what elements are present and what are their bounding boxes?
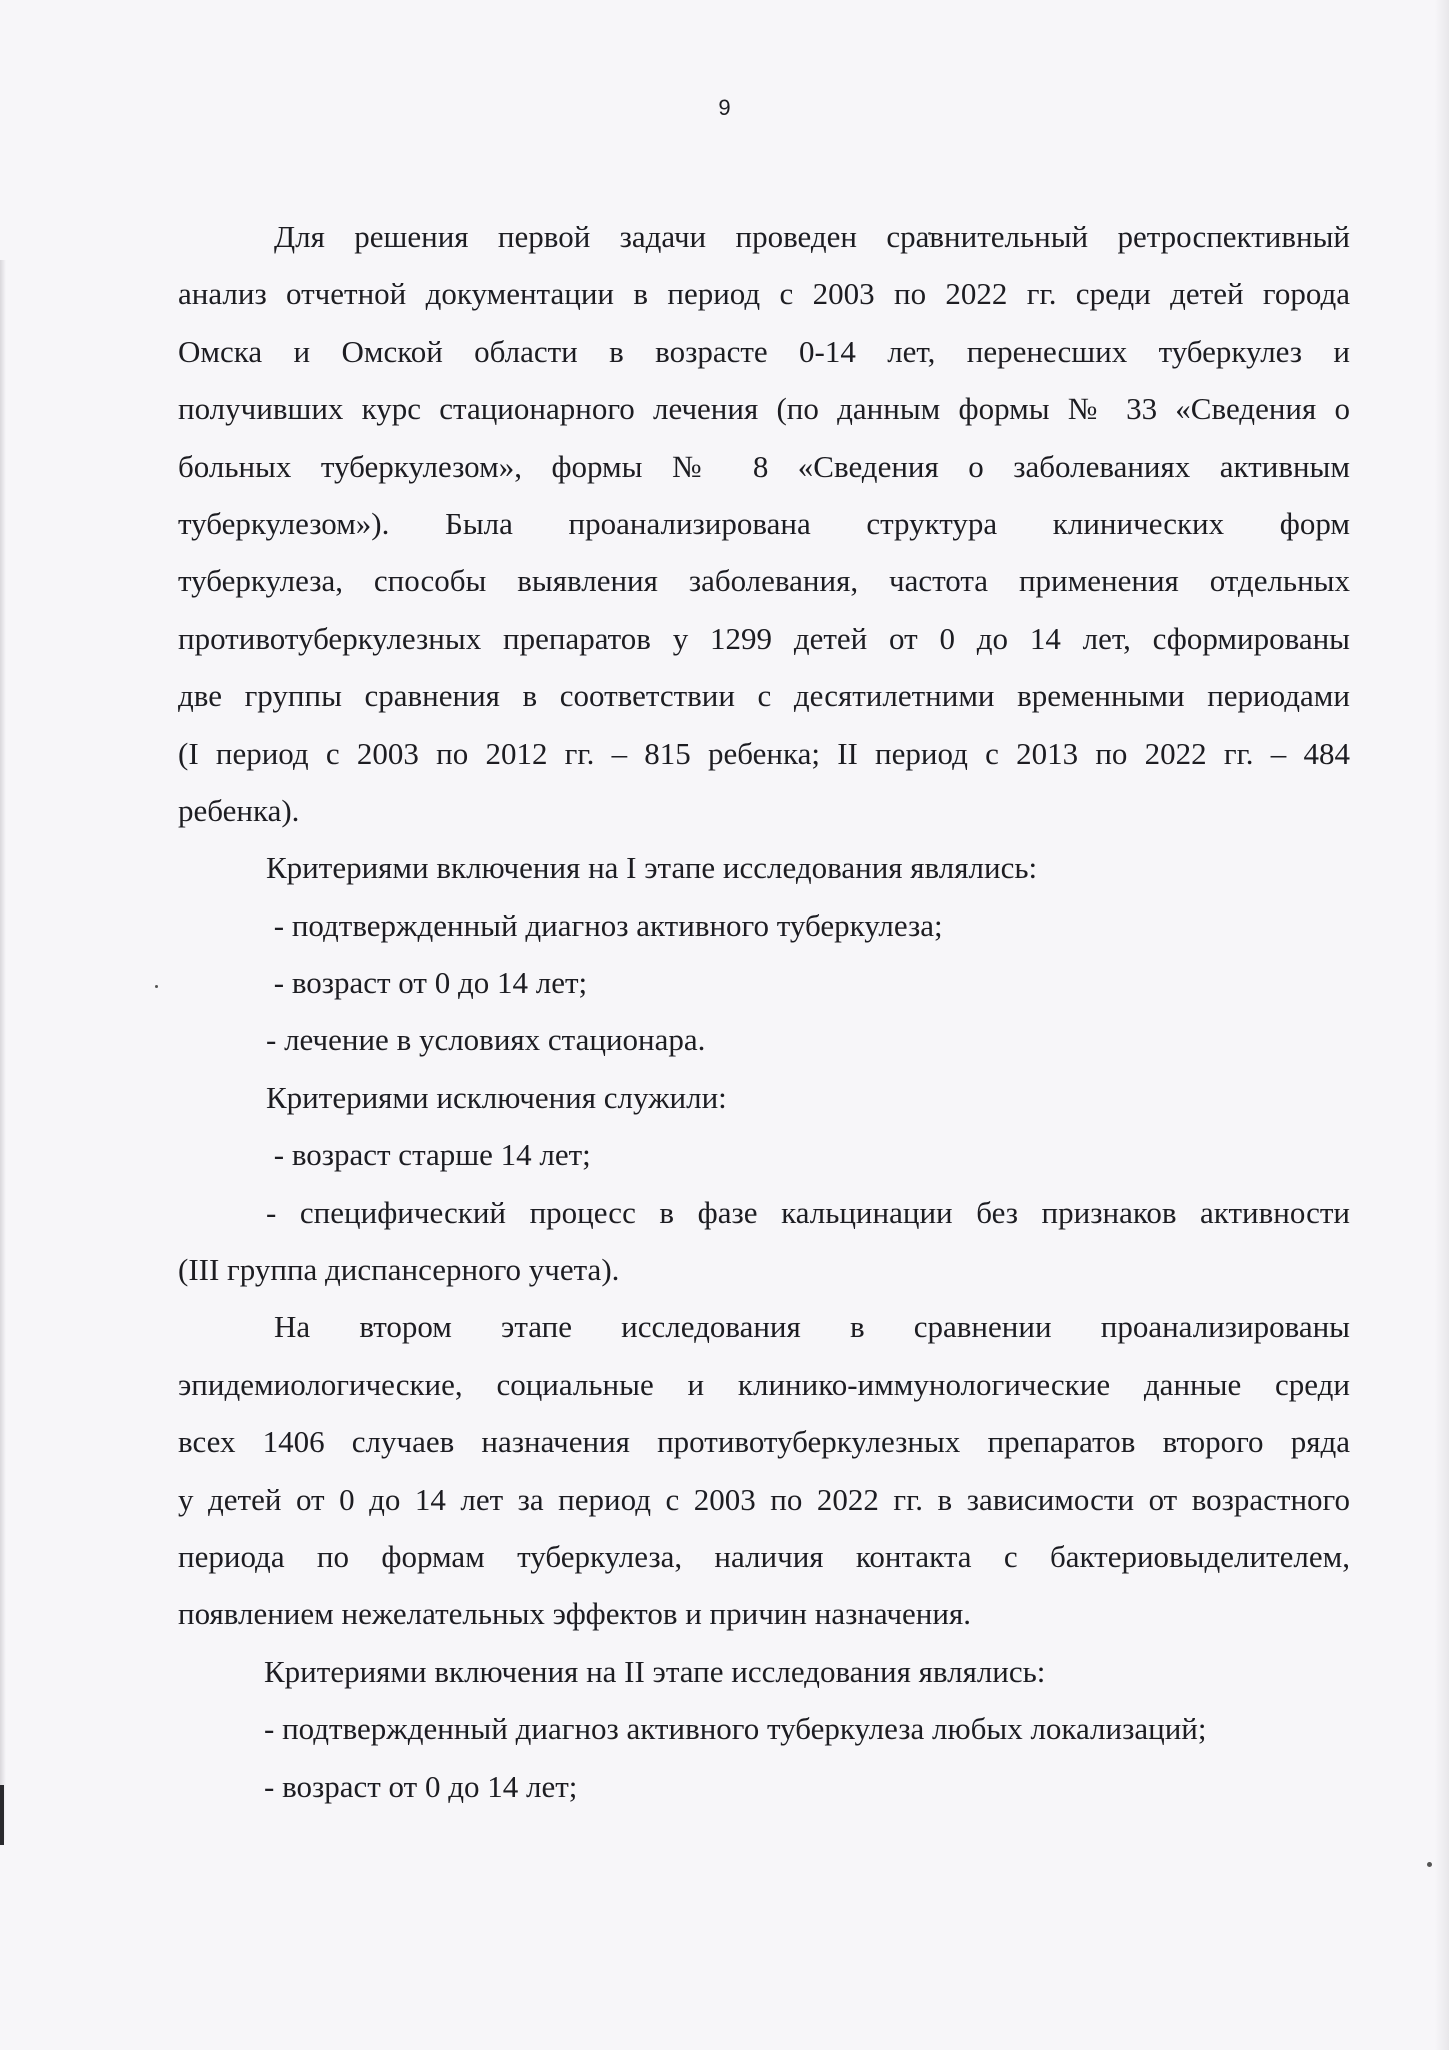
- text-line: получивших курс стационарного лечения (по данным формы № 33 «Сведения о: [178, 391, 1350, 427]
- page-number: 9: [718, 95, 731, 120]
- list-item: - подтвержденный диагноз активного туберкулеза любых локализаций;: [264, 1711, 1207, 1747]
- text-line: Критериями включения на II этапе исследования являлись:: [264, 1653, 1046, 1689]
- text-line: На втором этапе исследования в сравнении проанализированы: [274, 1309, 1350, 1345]
- scan-edge-right: [1435, 0, 1449, 2050]
- text-line: две группы сравнения в соответствии с десятилетними временными периодами: [178, 678, 1350, 714]
- text-line: появлением нежелательных эффектов и причин назначения.: [178, 1596, 971, 1632]
- list-item: - возраст от 0 до 14 лет;: [264, 1768, 578, 1804]
- text-line: периода по формам туберкулеза, наличия контакта с бактериовыделителем,: [178, 1538, 1350, 1574]
- scan-speck: [1427, 1862, 1432, 1867]
- text-line: всех 1406 случаев назначения противотуберкулезных препаратов второго ряда: [178, 1424, 1350, 1460]
- text-line: туберкулезом»). Была проанализирована структура клинических форм: [178, 505, 1350, 541]
- text-line: противотуберкулезных препаратов у 1299 детей от 0 до 14 лет, сформированы: [178, 620, 1350, 656]
- scan-edge-left: [0, 260, 6, 1840]
- text-line: Омска и Омской области в возрасте 0-14 лет, перенесших туберкулез и: [178, 333, 1350, 369]
- body-text: [178, 208, 1350, 1815]
- text-line: эпидемиологические, социальные и клинико-иммунологические данные среди: [178, 1366, 1350, 1402]
- text-line: Для решения первой задачи проведен сравнительный ретроспективный: [274, 219, 1350, 254]
- list-item: - возраст старше 14 лет;: [266, 1137, 591, 1173]
- list-item: - лечение в условиях стационара.: [266, 1022, 706, 1058]
- text-line: Критериями включения на I этапе исследования являлись:: [266, 850, 1038, 886]
- text-line: Критериями исключения служили:: [266, 1079, 727, 1115]
- scan-speck: [155, 985, 158, 988]
- list-item: - возраст от 0 до 14 лет;: [266, 965, 588, 1001]
- text-line: ребенка).: [178, 792, 300, 828]
- text-line: туберкулеза, способы выявления заболевания, частота применения отдельных: [178, 563, 1350, 599]
- list-item: - специфический процесс в фазе кальцинации без признаков активности: [266, 1194, 1350, 1230]
- text-line: анализ отчетной документации в период с 2003 по 2022 гг. среди детей города: [178, 276, 1350, 312]
- text-line: у детей от 0 до 14 лет за период с 2003 по 2022 гг. в зависимости от возрастного: [178, 1481, 1350, 1517]
- text-line: (III группа диспансерного учета).: [178, 1252, 620, 1288]
- text-line: (I период с 2003 по 2012 гг. – 815 ребенка; II период с 2013 по 2022 гг. – 484: [178, 735, 1350, 771]
- text-line: больных туберкулезом», формы № 8 «Сведения о заболеваниях активным: [178, 448, 1350, 484]
- list-item: - подтвержденный диагноз активного туберкулеза;: [266, 907, 943, 943]
- scan-mark: [0, 1785, 4, 1845]
